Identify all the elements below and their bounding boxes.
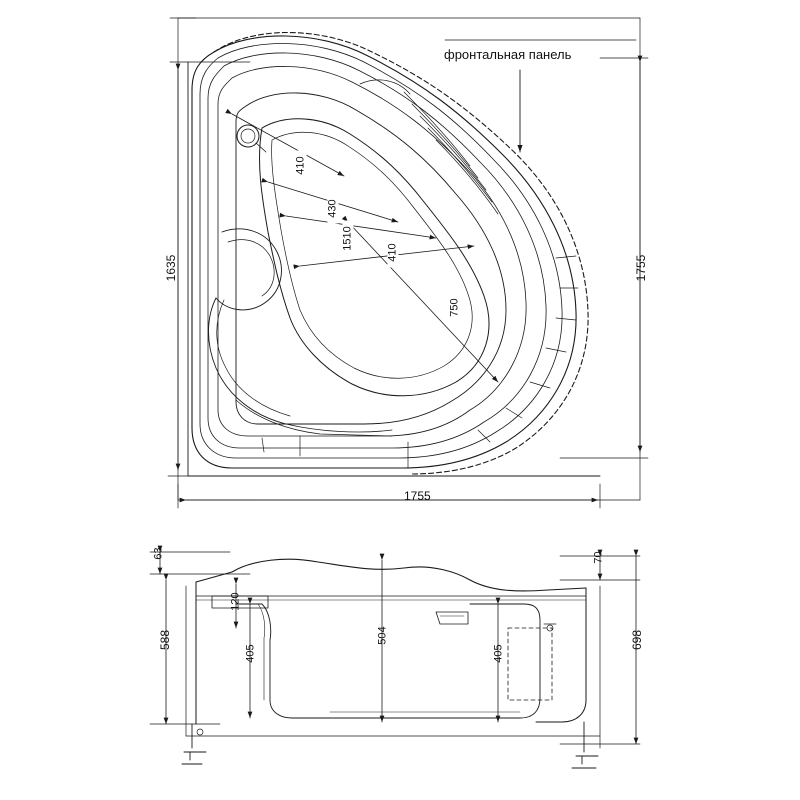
- seat-front-edge-2: [236, 400, 392, 436]
- right-tick-7: [478, 430, 490, 442]
- side-top-profile: [196, 559, 586, 591]
- seat-arc-outer: [216, 229, 281, 310]
- side-extension-lines: [150, 552, 640, 748]
- dimension-inner-430: 430: [328, 194, 339, 224]
- seat-arc-inner: [228, 240, 274, 296]
- seat-lower-outer: [209, 298, 287, 424]
- bath-rim: [218, 66, 526, 436]
- armrest-detail: [436, 612, 468, 624]
- rib-2: [412, 104, 478, 178]
- dimension-side-504: 504: [376, 626, 389, 645]
- outer-contour-dashed: [214, 33, 588, 475]
- dimension-inner-410-top: 410: [296, 151, 307, 181]
- right-tick-3: [556, 318, 576, 320]
- dimension-side-405-left: 405: [244, 644, 257, 663]
- leg-left-bolt: [197, 729, 203, 735]
- overflow-hole: [237, 125, 259, 147]
- dimension-plan-height-right: 1755: [634, 254, 648, 282]
- seat-lower-inner: [217, 300, 290, 416]
- side-inner-wall-right: [330, 604, 540, 718]
- dimension-inner-410-mid: 410: [388, 238, 399, 268]
- dimension-inner-750: 750: [450, 293, 461, 323]
- leg-right: [572, 722, 598, 768]
- dimension-side-698: 698: [630, 629, 644, 651]
- right-tick-5: [530, 382, 550, 388]
- side-dimension-arrows: [160, 552, 636, 744]
- side-right-edge: [536, 588, 586, 722]
- dimension-side-63: 63: [152, 547, 165, 560]
- rib-5: [436, 140, 498, 214]
- bottom-tick-3: [262, 438, 264, 452]
- dimension-side-588: 588: [158, 629, 172, 651]
- dimension-side-405-right: 405: [492, 644, 505, 663]
- dimension-side-120: 120: [229, 592, 242, 611]
- overflow-hole-inner: [241, 129, 255, 143]
- right-tick-4: [546, 348, 566, 352]
- dimension-side-70: 70: [592, 551, 605, 564]
- rib-cap: [360, 80, 410, 94]
- overflow-link: [256, 143, 266, 152]
- bath-outer-offset-1: [200, 43, 562, 458]
- bath-outer-offset-2: [208, 53, 546, 448]
- bath-outer-body: [192, 36, 576, 468]
- right-tick-6: [506, 408, 522, 418]
- dimension-plan-height-left: 1635: [164, 254, 178, 282]
- dimension-plan-width-bottom: 1755: [404, 489, 431, 503]
- annotation-front-panel: фронтальная панель: [444, 47, 572, 62]
- dimension-inner-1510: 1510: [343, 221, 354, 257]
- hidden-detail-box: [508, 628, 552, 700]
